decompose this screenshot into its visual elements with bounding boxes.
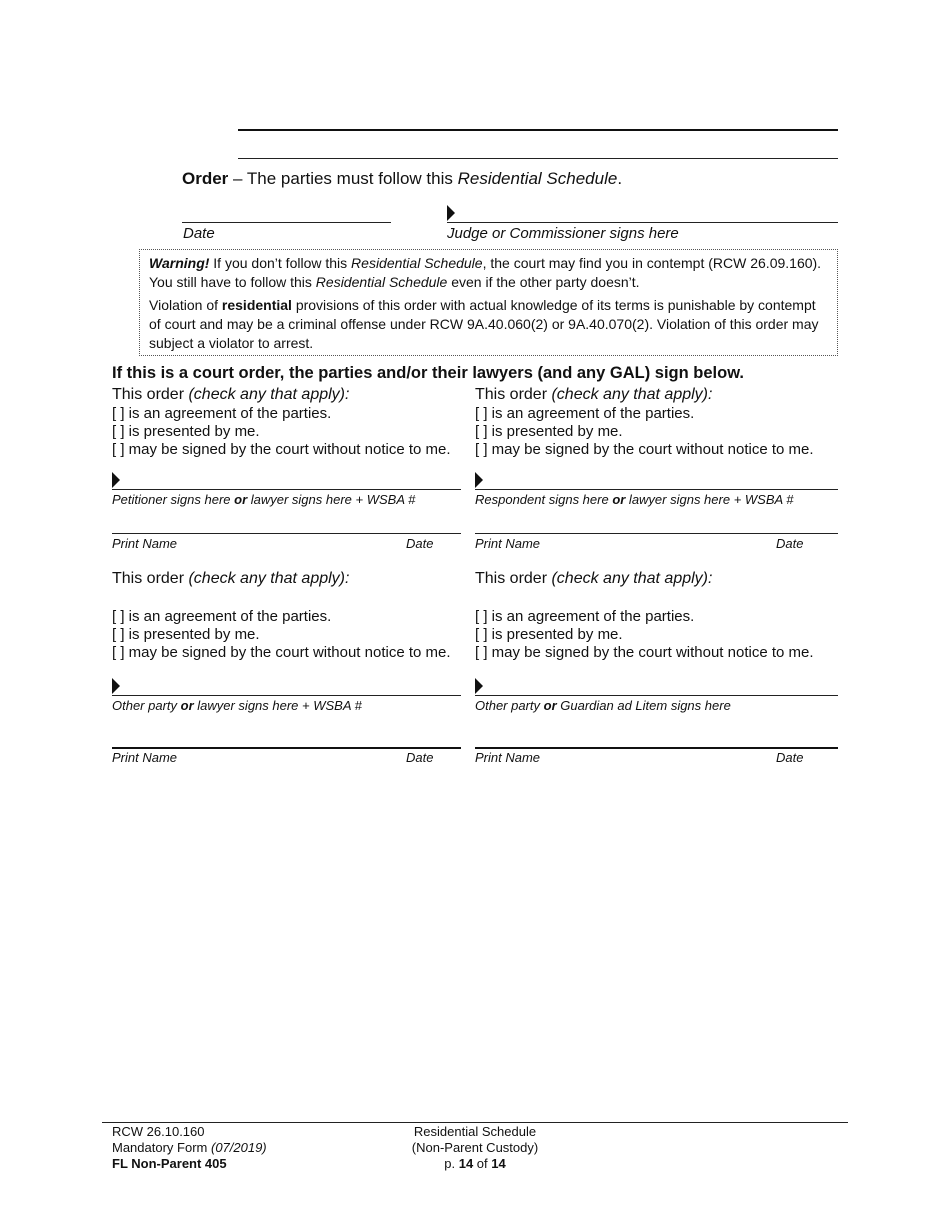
date-label: Date xyxy=(183,225,215,242)
petitioner-print-name-line[interactable] xyxy=(112,533,461,534)
warning-box xyxy=(139,249,838,356)
footer-left xyxy=(112,1124,267,1172)
caption-line-2 xyxy=(238,158,838,159)
order-check-header: This order (check any that apply): xyxy=(112,570,350,587)
judge-signature-label: Judge or Commissioner signs here xyxy=(447,225,679,242)
warning-paragraph-1: Warning! If you don’t follow this Residential Schedule, the court may find you in contempt (RCW 26.09.160). You still have to follow this Residential Schedule even if the other party doesn’t. xyxy=(149,255,822,290)
footer-rule xyxy=(102,1122,848,1123)
order-check-header: This order (check any that apply): xyxy=(475,386,713,403)
print-name-label: Print Name xyxy=(475,750,541,765)
sign-arrow-icon xyxy=(112,678,120,694)
checkbox-presented[interactable]: [ ] is presented by me. xyxy=(112,423,260,440)
order-check-header: This order (check any that apply): xyxy=(475,570,713,587)
gal-signature-line[interactable] xyxy=(475,695,838,696)
date-label: Date xyxy=(776,536,804,551)
checkbox-no-notice[interactable]: [ ] may be signed by the court without notice to me. xyxy=(475,644,814,661)
checkbox-presented[interactable]: [ ] is presented by me. xyxy=(475,626,623,643)
order-check-header: This order (check any that apply): xyxy=(112,386,350,403)
gal-print-name-line[interactable] xyxy=(475,747,838,749)
sign-arrow-icon xyxy=(447,205,455,221)
checkbox-agreement[interactable]: [ ] is an agreement of the parties. xyxy=(475,405,695,422)
petitioner-signature-line[interactable] xyxy=(112,489,461,490)
footer-page-number: p. 14 of 14 xyxy=(444,1156,506,1171)
print-name-label: Print Name xyxy=(112,536,178,551)
checkbox-agreement[interactable]: [ ] is an agreement of the parties. xyxy=(112,405,332,422)
date-label: Date xyxy=(406,536,434,551)
petitioner-signature-label: Petitioner signs here or lawyer signs here + WSBA # xyxy=(112,492,416,507)
checkbox-presented[interactable]: [ ] is presented by me. xyxy=(112,626,260,643)
footer-rcw: RCW 26.10.160 xyxy=(112,1124,205,1139)
sign-arrow-icon xyxy=(112,472,120,488)
order-statement: Order – The parties must follow this Residential Schedule. xyxy=(182,169,623,188)
gal-signature-label: Other party or Guardian ad Litem signs here xyxy=(475,698,731,713)
checkbox-agreement[interactable]: [ ] is an agreement of the parties. xyxy=(112,608,332,625)
checkbox-no-notice[interactable]: [ ] may be signed by the court without notice to me. xyxy=(112,644,451,661)
sign-heading: If this is a court order, the parties and/or their lawyers (and any GAL) sign below. xyxy=(112,364,745,382)
date-label: Date xyxy=(406,750,434,765)
print-name-label: Print Name xyxy=(475,536,541,551)
sign-arrow-icon xyxy=(475,472,483,488)
checkbox-no-notice[interactable]: [ ] may be signed by the court without notice to me. xyxy=(475,441,814,458)
respondent-signature-line[interactable] xyxy=(475,489,838,490)
checkbox-agreement[interactable]: [ ] is an agreement of the parties. xyxy=(475,608,695,625)
caption-line-1 xyxy=(238,129,838,131)
footer-form-id: FL Non-Parent 405 xyxy=(112,1156,227,1171)
checkbox-presented[interactable]: [ ] is presented by me. xyxy=(475,423,623,440)
date-label: Date xyxy=(776,750,804,765)
footer-mandatory: Mandatory Form (07/2019) xyxy=(112,1140,267,1155)
other-party-print-name-line[interactable] xyxy=(112,747,461,749)
footer-subtitle: (Non-Parent Custody) xyxy=(411,1140,539,1155)
respondent-print-name-line[interactable] xyxy=(475,533,838,534)
date-line[interactable] xyxy=(182,222,391,223)
print-name-label: Print Name xyxy=(112,750,178,765)
judge-signature-line[interactable] xyxy=(447,222,838,223)
other-party-signature-label: Other party or lawyer signs here + WSBA # xyxy=(112,698,362,713)
other-party-signature-line[interactable] xyxy=(112,695,461,696)
sign-arrow-icon xyxy=(475,678,483,694)
respondent-signature-label: Respondent signs here or lawyer signs here + WSBA # xyxy=(475,492,794,507)
footer-center xyxy=(375,1124,575,1172)
checkbox-no-notice[interactable]: [ ] may be signed by the court without notice to me. xyxy=(112,441,451,458)
footer-title: Residential Schedule xyxy=(413,1124,537,1139)
warning-paragraph-2: Violation of residential provisions of this order with actual knowledge of its terms is punishable by contempt of court and may be a criminal offense under RCW 9A.40.060(2) or 9A.40.070(2). Violation of this order may subject a violator to arrest. xyxy=(149,297,819,351)
